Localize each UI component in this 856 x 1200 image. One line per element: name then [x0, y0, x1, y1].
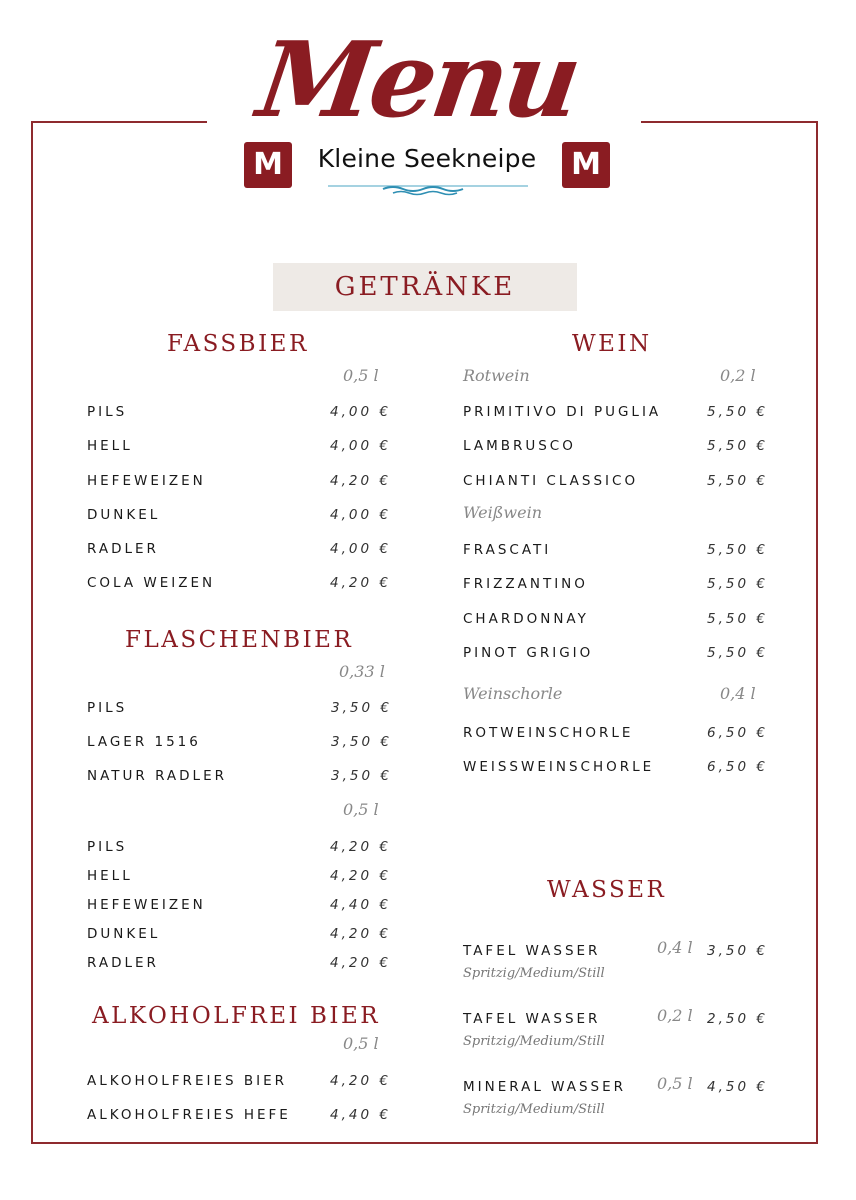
logo-m-left: M — [244, 142, 292, 188]
rotwein-volume: 0,2 l — [720, 366, 756, 385]
item-price: 6,50 € — [707, 725, 768, 741]
item-volume: 0,4 l — [657, 938, 693, 957]
list-item: DUNKEL — [87, 926, 161, 942]
item-price: 3,50 € — [331, 768, 392, 784]
item-price: 5,50 € — [707, 611, 768, 627]
list-item: FRASCATI — [463, 542, 552, 558]
item-price: 3,50 € — [331, 700, 392, 716]
item-price: 4,20 € — [330, 868, 391, 884]
wein-heading: WEIN — [572, 331, 652, 357]
fassbier-heading: FASSBIER — [167, 331, 309, 357]
list-item: NATUR RADLER — [87, 768, 227, 784]
list-item: HELL — [87, 438, 133, 454]
list-item: CHARDONNAY — [463, 611, 589, 627]
item-price: 4,20 € — [330, 926, 391, 942]
section-title: GETRÄNKE — [334, 272, 516, 302]
item-note: Spritzig/Medium/Still — [463, 966, 605, 981]
frame-bottom — [31, 1142, 818, 1144]
list-item: FRIZZANTINO — [463, 576, 588, 592]
list-item: PINOT GRIGIO — [463, 645, 594, 661]
list-item: RADLER — [87, 955, 159, 971]
alkoholfrei-volume: 0,5 l — [343, 1034, 379, 1053]
weisswein-label: Weißwein — [463, 503, 542, 522]
item-note: Spritzig/Medium/Still — [463, 1102, 605, 1117]
list-item: HELL — [87, 868, 133, 884]
frame-top-right — [641, 121, 817, 123]
frame-right — [816, 121, 818, 1143]
alkoholfrei-heading: ALKOHOLFREI BIER — [92, 1003, 381, 1029]
item-price: 4,40 € — [330, 897, 391, 913]
schorle-label: Weinschorle — [463, 684, 563, 703]
list-item: LAMBRUSCO — [463, 438, 576, 454]
item-price: 5,50 € — [707, 576, 768, 592]
frame-left — [31, 121, 33, 1143]
list-item: PRIMITIVO DI PUGLIA — [463, 404, 662, 420]
list-item: MINERAL WASSER — [463, 1079, 627, 1095]
item-price: 3,50 € — [707, 943, 768, 959]
menu-title-text: Menu — [251, 18, 585, 141]
item-price: 4,00 € — [330, 541, 391, 557]
list-item: TAFEL WASSER — [463, 1011, 601, 1027]
list-item: RADLER — [87, 541, 159, 557]
rotwein-label: Rotwein — [463, 366, 530, 385]
item-price: 4,00 € — [330, 438, 391, 454]
list-item: HEFEWEIZEN — [87, 897, 206, 913]
list-item: CHIANTI CLASSICO — [463, 473, 639, 489]
item-price: 4,20 € — [330, 839, 391, 855]
list-item: PILS — [87, 404, 128, 420]
brand-logo — [244, 142, 610, 194]
item-price: 5,50 € — [707, 542, 768, 558]
list-item: ROTWEINSCHORLE — [463, 725, 634, 741]
waves-icon — [328, 180, 528, 196]
item-price: 5,50 € — [707, 438, 768, 454]
list-item: LAGER 1516 — [87, 734, 201, 750]
menu-title — [251, 8, 585, 141]
item-price: 4,00 € — [330, 507, 391, 523]
wasser-heading: WASSER — [547, 877, 667, 903]
section-banner — [273, 263, 577, 311]
list-item: COLA WEIZEN — [87, 575, 216, 591]
item-volume: 0,2 l — [657, 1006, 693, 1025]
schorle-volume: 0,4 l — [720, 684, 756, 703]
item-price: 4,00 € — [330, 404, 391, 420]
item-price: 4,20 € — [330, 575, 391, 591]
item-price: 2,50 € — [707, 1011, 768, 1027]
item-volume: 0,5 l — [657, 1074, 693, 1093]
flaschenbier-volume-large: 0,5 l — [343, 800, 379, 819]
item-price: 4,20 € — [330, 1073, 391, 1089]
list-item: TAFEL WASSER — [463, 943, 601, 959]
flaschenbier-heading: FLASCHENBIER — [125, 627, 354, 653]
brand-name: Kleine Seekneipe — [317, 144, 537, 173]
list-item: DUNKEL — [87, 507, 161, 523]
list-item: ALKOHOLFREIES BIER — [87, 1073, 287, 1089]
logo-m-right: M — [562, 142, 610, 188]
item-note: Spritzig/Medium/Still — [463, 1034, 605, 1049]
list-item: HEFEWEIZEN — [87, 473, 206, 489]
item-price: 5,50 € — [707, 404, 768, 420]
item-price: 4,50 € — [707, 1079, 768, 1095]
fassbier-volume: 0,5 l — [343, 366, 379, 385]
item-price: 4,20 € — [330, 955, 391, 971]
frame-top-left — [31, 121, 207, 123]
item-price: 3,50 € — [331, 734, 392, 750]
item-price: 5,50 € — [707, 473, 768, 489]
list-item: PILS — [87, 839, 128, 855]
item-price: 4,20 € — [330, 473, 391, 489]
item-price: 5,50 € — [707, 645, 768, 661]
item-price: 6,50 € — [707, 759, 768, 775]
list-item: WEISSWEINSCHORLE — [463, 759, 655, 775]
item-price: 4,40 € — [330, 1107, 391, 1123]
list-item: PILS — [87, 700, 128, 716]
flaschenbier-volume-small: 0,33 l — [339, 662, 385, 681]
list-item: ALKOHOLFREIES HEFE — [87, 1107, 291, 1123]
